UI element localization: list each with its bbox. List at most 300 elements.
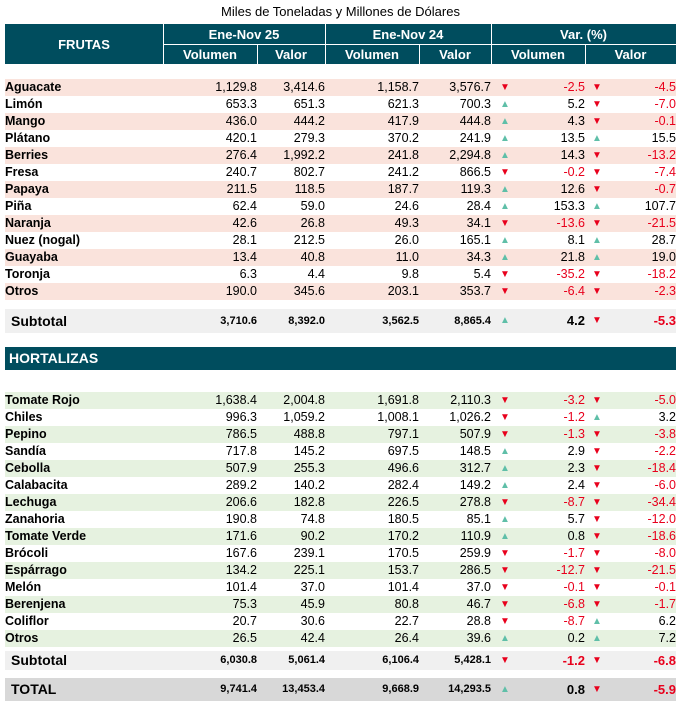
table-row bbox=[5, 249, 676, 266]
volumen-2024: 797.1 bbox=[325, 426, 419, 443]
triangle-down-icon: ▼ bbox=[585, 283, 609, 300]
volumen-2025: 190.8 bbox=[225, 512, 257, 526]
valor-variation: -8.0 bbox=[654, 546, 676, 560]
volumen-2024: 370.2 bbox=[387, 131, 419, 145]
volumen-header-2024: Volumen bbox=[345, 46, 399, 62]
valor-variation: -34.4 bbox=[609, 494, 676, 511]
valor-variation: 7.2 bbox=[609, 630, 676, 647]
volumen-variation: -1.7 bbox=[563, 546, 585, 560]
triangle-up-icon: ▲ bbox=[491, 249, 519, 266]
row-label: Otros bbox=[5, 283, 163, 300]
triangle-down-icon: ▼ bbox=[491, 426, 519, 443]
volumen-2024: 1,008.1 bbox=[377, 410, 419, 424]
volumen-variation: 153.3 bbox=[553, 199, 585, 213]
volumen-2025: 42.6 bbox=[163, 215, 257, 232]
table-row bbox=[5, 232, 676, 249]
volumen-2025: 436.0 bbox=[163, 113, 257, 130]
row-label: Calabacita bbox=[5, 478, 68, 492]
triangle-down-icon: ▼ bbox=[592, 446, 602, 457]
valor-2024: 34.3 bbox=[419, 249, 491, 266]
valor-variation: -18.4 bbox=[609, 460, 676, 477]
valor-2025: 30.6 bbox=[300, 614, 325, 628]
valor-2024: 241.9 bbox=[459, 131, 491, 145]
table-row bbox=[5, 283, 676, 300]
volumen-variation: 4.3 bbox=[519, 113, 585, 130]
valor-2025: 4.4 bbox=[307, 267, 325, 281]
volumen-2024: 241.2 bbox=[387, 165, 419, 179]
volumen-2025: 1,129.8 bbox=[163, 79, 257, 96]
volumen-variation: -3.2 bbox=[519, 392, 585, 409]
volumen-2025: 786.5 bbox=[163, 426, 257, 443]
frutas-subtotal-row bbox=[5, 309, 676, 333]
triangle-down-icon: ▼ bbox=[585, 79, 609, 96]
valor-2024: 2,294.8 bbox=[419, 147, 491, 164]
valor-variation: -6.8 bbox=[653, 653, 676, 668]
triangle-down-icon: ▼ bbox=[491, 494, 519, 511]
table-row bbox=[5, 181, 676, 198]
volumen-variation: 0.8 bbox=[566, 682, 585, 697]
table-row bbox=[5, 494, 676, 511]
hortalizas-table bbox=[5, 392, 676, 647]
valor-2025: 279.3 bbox=[293, 131, 325, 145]
variation-header: Var. (%) bbox=[560, 26, 607, 42]
valor-2025: 802.7 bbox=[293, 165, 325, 179]
volumen-2025: 20.7 bbox=[232, 614, 257, 628]
triangle-down-icon: ▼ bbox=[592, 99, 602, 110]
valor-variation: -5.0 bbox=[609, 392, 676, 409]
valor-variation: 3.2 bbox=[658, 410, 676, 424]
volumen-2025: 26.5 bbox=[163, 630, 257, 647]
volumen-2024: 11.0 bbox=[325, 249, 419, 266]
valor-variation: 107.7 bbox=[644, 199, 676, 213]
hortalizas-subtotal-row bbox=[5, 651, 676, 670]
frutas-table bbox=[5, 79, 676, 300]
valor-2024: 165.1 bbox=[459, 233, 491, 247]
triangle-down-icon: ▼ bbox=[592, 582, 602, 593]
volumen-2025: 28.1 bbox=[232, 233, 257, 247]
volumen-variation: 8.1 bbox=[567, 233, 585, 247]
triangle-up-icon: ▲ bbox=[491, 460, 519, 477]
table-row bbox=[5, 392, 676, 409]
valor-2025: 140.2 bbox=[293, 478, 325, 492]
valor-variation: 28.7 bbox=[651, 233, 676, 247]
valor-2024: 866.5 bbox=[459, 165, 491, 179]
valor-variation: -5.3 bbox=[653, 313, 676, 328]
valor-variation: -21.5 bbox=[609, 215, 676, 232]
valor-2025: 488.8 bbox=[257, 426, 325, 443]
volumen-variation: -1.2 bbox=[563, 410, 585, 424]
table-row bbox=[5, 215, 676, 232]
volumen-variation: 13.5 bbox=[560, 131, 585, 145]
triangle-up-icon: ▲ bbox=[592, 616, 602, 627]
volumen-2025: 134.2 bbox=[163, 562, 257, 579]
valor-variation: -4.5 bbox=[609, 79, 676, 96]
volumen-2024: 241.8 bbox=[325, 147, 419, 164]
volumen-2024: 9.8 bbox=[401, 267, 419, 281]
triangle-down-icon: ▼ bbox=[592, 655, 602, 666]
row-label: Melón bbox=[5, 580, 42, 594]
table-row bbox=[5, 545, 676, 562]
triangle-down-icon: ▼ bbox=[491, 79, 519, 96]
valor-2024: 5,428.1 bbox=[454, 654, 491, 666]
table-row bbox=[5, 147, 676, 164]
volumen-2024: 80.8 bbox=[325, 596, 419, 613]
subtotal-row bbox=[5, 651, 676, 670]
valor-variation: -5.9 bbox=[653, 682, 676, 697]
row-label: Zanahoria bbox=[5, 512, 65, 526]
volumen-2024: 697.5 bbox=[387, 444, 419, 458]
valor-variation: -2.3 bbox=[609, 283, 676, 300]
triangle-up-icon: ▲ bbox=[491, 630, 519, 647]
row-label: Berenjena bbox=[5, 596, 163, 613]
valor-2024: 312.7 bbox=[419, 460, 491, 477]
valor-variation: -2.2 bbox=[654, 444, 676, 458]
volumen-2025: 420.1 bbox=[225, 131, 257, 145]
valor-2024: 110.9 bbox=[419, 528, 491, 545]
valor-variation: -7.0 bbox=[654, 97, 676, 111]
table-row bbox=[5, 79, 676, 96]
table-row bbox=[5, 562, 676, 579]
triangle-up-icon: ▲ bbox=[500, 315, 510, 326]
period-header-2025: Ene-Nov 25 bbox=[208, 26, 280, 42]
row-label: Subtotal bbox=[11, 313, 67, 329]
valor-2025: 651.3 bbox=[293, 97, 325, 111]
valor-2025: 40.8 bbox=[257, 249, 325, 266]
valor-variation: -18.6 bbox=[609, 528, 676, 545]
triangle-up-icon: ▲ bbox=[592, 235, 602, 246]
row-label: Pepino bbox=[5, 426, 163, 443]
volumen-variation: -2.5 bbox=[519, 79, 585, 96]
table-row bbox=[5, 460, 676, 477]
row-label: Guayaba bbox=[5, 249, 163, 266]
row-label: Coliflor bbox=[5, 614, 49, 628]
triangle-down-icon: ▼ bbox=[500, 412, 510, 423]
volumen-variation: 0.8 bbox=[519, 528, 585, 545]
row-label: Brócoli bbox=[5, 546, 49, 560]
volumen-2024: 49.3 bbox=[325, 215, 419, 232]
table-row bbox=[5, 630, 676, 647]
valor-variation: -0.1 bbox=[609, 113, 676, 130]
volumen-2025: 3,710.6 bbox=[220, 315, 257, 327]
valor-variation: 6.2 bbox=[658, 614, 676, 628]
valor-2024: 8,865.4 bbox=[454, 315, 491, 327]
total-row bbox=[5, 678, 676, 701]
valor-2024: 507.9 bbox=[419, 426, 491, 443]
valor-variation: -12.0 bbox=[647, 512, 676, 526]
valor-2024: 259.9 bbox=[459, 546, 491, 560]
valor-2024: 28.8 bbox=[466, 614, 491, 628]
triangle-up-icon: ▲ bbox=[500, 99, 510, 110]
volumen-2024: 621.3 bbox=[387, 97, 419, 111]
table-row bbox=[5, 528, 676, 545]
volumen-2025: 6.3 bbox=[239, 267, 257, 281]
valor-2024: 353.7 bbox=[419, 283, 491, 300]
valor-2024: 28.4 bbox=[466, 199, 491, 213]
table-row bbox=[5, 477, 676, 494]
volumen-variation: -8.7 bbox=[563, 614, 585, 628]
triangle-down-icon: ▼ bbox=[491, 215, 519, 232]
section-title-hortalizas: HORTALIZAS bbox=[5, 347, 676, 370]
triangle-up-icon: ▲ bbox=[500, 201, 510, 212]
valor-header-2025: Valor bbox=[275, 46, 307, 62]
volumen-2024: 22.7 bbox=[394, 614, 419, 628]
volumen-2025: 9,741.4 bbox=[220, 683, 257, 695]
triangle-down-icon: ▼ bbox=[592, 480, 602, 491]
row-label: Toronja bbox=[5, 267, 50, 281]
row-label: Otros bbox=[5, 630, 163, 647]
volumen-2024: 496.6 bbox=[325, 460, 419, 477]
valor-2025: 74.8 bbox=[300, 512, 325, 526]
triangle-down-icon: ▼ bbox=[585, 215, 609, 232]
triangle-down-icon: ▼ bbox=[592, 514, 602, 525]
volumen-var-header: Volumen bbox=[511, 46, 565, 62]
valor-header-2024: Valor bbox=[439, 46, 471, 62]
valor-2025: 37.0 bbox=[300, 580, 325, 594]
volumen-2025: 206.6 bbox=[163, 494, 257, 511]
valor-variation: -13.2 bbox=[609, 147, 676, 164]
valor-2024: 2,110.3 bbox=[419, 392, 491, 409]
volumen-2025: 996.3 bbox=[225, 410, 257, 424]
subtotal-row bbox=[5, 309, 676, 333]
triangle-up-icon: ▲ bbox=[491, 113, 519, 130]
volumen-variation: 2.9 bbox=[567, 444, 585, 458]
row-label: Tomate Rojo bbox=[5, 392, 163, 409]
volumen-variation: -6.4 bbox=[519, 283, 585, 300]
table-row bbox=[5, 426, 676, 443]
row-label: Chiles bbox=[5, 410, 43, 424]
valor-variation: -1.7 bbox=[609, 596, 676, 613]
volumen-variation: 2.3 bbox=[519, 460, 585, 477]
volumen-variation: 2.4 bbox=[567, 478, 585, 492]
volumen-variation: -6.8 bbox=[519, 596, 585, 613]
triangle-down-icon: ▼ bbox=[585, 392, 609, 409]
triangle-down-icon: ▼ bbox=[585, 528, 609, 545]
table-row bbox=[5, 579, 676, 596]
valor-2024: 1,026.2 bbox=[449, 410, 491, 424]
triangle-down-icon: ▼ bbox=[585, 494, 609, 511]
volumen-variation: 4.2 bbox=[566, 313, 585, 328]
triangle-up-icon: ▲ bbox=[491, 181, 519, 198]
volumen-2024: 101.4 bbox=[387, 580, 419, 594]
volumen-2025: 167.6 bbox=[225, 546, 257, 560]
volumen-variation: -12.7 bbox=[519, 562, 585, 579]
volumen-variation: -0.1 bbox=[563, 580, 585, 594]
triangle-down-icon: ▼ bbox=[585, 113, 609, 130]
volumen-variation: -8.7 bbox=[519, 494, 585, 511]
valor-2025: 3,414.6 bbox=[257, 79, 325, 96]
volumen-variation: 14.3 bbox=[519, 147, 585, 164]
table-row bbox=[5, 266, 676, 283]
volumen-2025: 101.4 bbox=[225, 580, 257, 594]
valor-2025: 13,453.4 bbox=[282, 683, 325, 695]
valor-var-header: Valor bbox=[614, 46, 647, 62]
valor-2025: 239.1 bbox=[293, 546, 325, 560]
row-label: Espárrago bbox=[5, 562, 163, 579]
volumen-2024: 26.4 bbox=[325, 630, 419, 647]
volumen-variation: -1.2 bbox=[562, 653, 585, 668]
volumen-variation: 5.2 bbox=[567, 97, 585, 111]
volumen-2025: 75.3 bbox=[163, 596, 257, 613]
valor-2024: 148.5 bbox=[459, 444, 491, 458]
volumen-variation: 12.6 bbox=[519, 181, 585, 198]
triangle-down-icon: ▼ bbox=[491, 596, 519, 613]
volumen-2024: 226.5 bbox=[325, 494, 419, 511]
row-label: Limón bbox=[5, 97, 43, 111]
volumen-2024: 24.6 bbox=[394, 199, 419, 213]
volumen-2024: 153.7 bbox=[325, 562, 419, 579]
triangle-up-icon: ▲ bbox=[500, 480, 510, 491]
table-row bbox=[5, 409, 676, 426]
valor-2024: 3,576.7 bbox=[419, 79, 491, 96]
row-label: Mango bbox=[5, 113, 163, 130]
valor-2024: 14,293.5 bbox=[448, 683, 491, 695]
triangle-up-icon: ▲ bbox=[500, 684, 510, 695]
volumen-2024: 170.2 bbox=[325, 528, 419, 545]
volumen-variation: -13.6 bbox=[519, 215, 585, 232]
volumen-2025: 276.4 bbox=[163, 147, 257, 164]
triangle-down-icon: ▼ bbox=[500, 548, 510, 559]
table-row bbox=[5, 511, 676, 528]
valor-2025: 5,061.4 bbox=[288, 654, 325, 666]
row-label: Papaya bbox=[5, 181, 163, 198]
valor-variation: -0.7 bbox=[609, 181, 676, 198]
row-label: Piña bbox=[5, 199, 32, 213]
volumen-variation: 0.2 bbox=[519, 630, 585, 647]
triangle-up-icon: ▲ bbox=[592, 412, 602, 423]
triangle-down-icon: ▼ bbox=[500, 269, 510, 280]
valor-variation: -21.5 bbox=[609, 562, 676, 579]
table-row bbox=[5, 198, 676, 215]
triangle-up-icon: ▲ bbox=[500, 446, 510, 457]
valor-2025: 59.0 bbox=[300, 199, 325, 213]
row-label: Plátano bbox=[5, 131, 51, 145]
valor-variation: 19.0 bbox=[609, 249, 676, 266]
triangle-down-icon: ▼ bbox=[500, 582, 510, 593]
triangle-down-icon: ▼ bbox=[500, 655, 510, 666]
valor-2025: 255.3 bbox=[257, 460, 325, 477]
table-row bbox=[5, 613, 676, 630]
triangle-up-icon: ▲ bbox=[592, 201, 602, 212]
valor-2024: 5.4 bbox=[473, 267, 491, 281]
volumen-variation: -0.2 bbox=[563, 165, 585, 179]
valor-variation: -0.1 bbox=[654, 580, 676, 594]
row-label: Berries bbox=[5, 147, 163, 164]
triangle-up-icon: ▲ bbox=[592, 133, 602, 144]
valor-2025: 2,004.8 bbox=[257, 392, 325, 409]
valor-2024: 286.5 bbox=[419, 562, 491, 579]
triangle-down-icon: ▼ bbox=[500, 167, 510, 178]
row-label: Aguacate bbox=[5, 79, 163, 96]
volumen-2025: 62.4 bbox=[232, 199, 257, 213]
valor-variation: -6.0 bbox=[654, 478, 676, 492]
triangle-down-icon: ▼ bbox=[592, 684, 602, 695]
volumen-2025: 289.2 bbox=[225, 478, 257, 492]
volumen-variation: 5.7 bbox=[567, 512, 585, 526]
triangle-up-icon: ▲ bbox=[491, 147, 519, 164]
triangle-down-icon: ▼ bbox=[592, 548, 602, 559]
triangle-up-icon: ▲ bbox=[585, 630, 609, 647]
row-label: Subtotal bbox=[11, 652, 67, 668]
volumen-2024: 1,691.8 bbox=[325, 392, 419, 409]
volumen-header-2025: Volumen bbox=[183, 46, 237, 62]
units-caption: Miles de Toneladas y Millones de Dólares bbox=[221, 4, 460, 19]
triangle-down-icon: ▼ bbox=[585, 562, 609, 579]
volumen-2024: 187.7 bbox=[325, 181, 419, 198]
volumen-2025: 6,030.8 bbox=[220, 654, 257, 666]
volumen-2024: 282.4 bbox=[387, 478, 419, 492]
valor-variation: -3.8 bbox=[609, 426, 676, 443]
volumen-2025: 240.7 bbox=[225, 165, 257, 179]
valor-2025: 90.2 bbox=[257, 528, 325, 545]
period-header-2024: Ene-Nov 24 bbox=[372, 26, 444, 42]
valor-2025: 45.9 bbox=[257, 596, 325, 613]
volumen-variation: -35.2 bbox=[556, 267, 585, 281]
volumen-2024: 9,668.9 bbox=[382, 683, 419, 695]
valor-2024: 278.8 bbox=[419, 494, 491, 511]
table-row bbox=[5, 596, 676, 613]
valor-variation: -7.4 bbox=[654, 165, 676, 179]
volumen-2025: 717.8 bbox=[225, 444, 257, 458]
row-label: Naranja bbox=[5, 215, 163, 232]
row-label: Fresa bbox=[5, 165, 39, 179]
valor-2024: 444.8 bbox=[419, 113, 491, 130]
valor-2024: 149.2 bbox=[459, 478, 491, 492]
valor-2025: 1,992.2 bbox=[257, 147, 325, 164]
valor-variation: -18.2 bbox=[647, 267, 676, 281]
triangle-down-icon: ▼ bbox=[585, 181, 609, 198]
valor-2025: 8,392.0 bbox=[288, 315, 325, 327]
triangle-up-icon: ▲ bbox=[585, 249, 609, 266]
valor-2025: 225.1 bbox=[257, 562, 325, 579]
triangle-down-icon: ▼ bbox=[592, 269, 602, 280]
triangle-up-icon: ▲ bbox=[491, 528, 519, 545]
valor-2025: 118.5 bbox=[257, 181, 325, 198]
row-label: Sandía bbox=[5, 444, 46, 458]
volumen-variation: 21.8 bbox=[519, 249, 585, 266]
valor-2025: 42.4 bbox=[257, 630, 325, 647]
volumen-2024: 26.0 bbox=[394, 233, 419, 247]
valor-2024: 700.3 bbox=[459, 97, 491, 111]
volumen-2025: 13.4 bbox=[163, 249, 257, 266]
triangle-down-icon: ▼ bbox=[592, 167, 602, 178]
triangle-down-icon: ▼ bbox=[585, 460, 609, 477]
column-header bbox=[5, 24, 676, 64]
triangle-down-icon: ▼ bbox=[585, 596, 609, 613]
volumen-variation: -1.3 bbox=[519, 426, 585, 443]
valor-2025: 345.6 bbox=[257, 283, 325, 300]
valor-2025: 26.8 bbox=[257, 215, 325, 232]
valor-2024: 39.6 bbox=[419, 630, 491, 647]
valor-2025: 444.2 bbox=[257, 113, 325, 130]
volumen-2024: 203.1 bbox=[325, 283, 419, 300]
table-row bbox=[5, 113, 676, 130]
table-row bbox=[5, 443, 676, 460]
section-title-frutas: FRUTAS bbox=[58, 36, 110, 52]
valor-2024: 37.0 bbox=[466, 580, 491, 594]
row-label: TOTAL bbox=[11, 681, 57, 697]
volumen-2024: 170.5 bbox=[387, 546, 419, 560]
table-row bbox=[5, 164, 676, 181]
triangle-down-icon: ▼ bbox=[491, 392, 519, 409]
triangle-up-icon: ▲ bbox=[500, 514, 510, 525]
volumen-2024: 1,158.7 bbox=[325, 79, 419, 96]
row-label: Nuez (nogal) bbox=[5, 233, 80, 247]
row-label: Cebolla bbox=[5, 460, 163, 477]
table-row bbox=[5, 130, 676, 147]
volumen-2025: 171.6 bbox=[163, 528, 257, 545]
valor-2024: 85.1 bbox=[466, 512, 491, 526]
triangle-down-icon: ▼ bbox=[491, 562, 519, 579]
